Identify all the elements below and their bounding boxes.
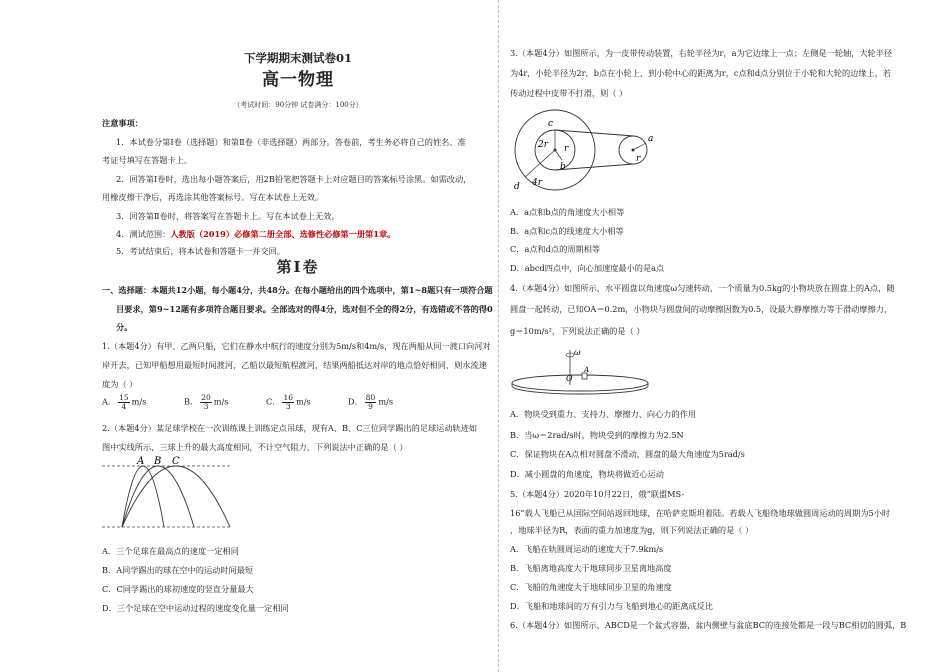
q1-text: 岸开去，已知甲船想用最短时间渡河，乙船以最短航程渡河，结果两船抵达对岸的地点恰好相同，则水流速 — [102, 360, 487, 370]
belt-bottom — [555, 164, 634, 170]
label-o: O — [566, 374, 573, 383]
instruction-line: 目要求，第9~12题有多项符合题目要求。全部选对的得4分，选对但不全的得2分，有选错或不答的得0 — [116, 304, 493, 314]
label-a: a — [648, 134, 654, 144]
q4-option-a: A．物块受到重力、支持力、摩擦力、向心力的作用 — [510, 409, 697, 419]
belt-top — [555, 130, 634, 136]
q3-option-b: B．a点和c点的线速度大小相等 — [510, 226, 624, 236]
label-b: b — [560, 162, 566, 172]
q5-option-a: A．飞船在轨圆周运动的速度大于7.9km/s — [510, 544, 664, 554]
test-scope: 人教版（2019）必修第二册全部、选修性必修第一册第1章。 — [170, 229, 396, 239]
right-center-dot — [632, 149, 635, 152]
notice-line: 3．回答第Ⅱ卷时，将答案写在答题卡上。写在本试卷上无效。 — [116, 211, 340, 221]
left-center-dot — [554, 149, 557, 152]
q2-option-c: C．C同学踢出的球初速度的竖直分量最大 — [102, 584, 254, 594]
trajectory-c — [122, 466, 230, 527]
q2-option-d: D．三个足球在空中运动过程的速度变化量一定相同 — [102, 603, 289, 613]
radius-4r — [525, 150, 555, 177]
q1-text: 度为（ ） — [102, 379, 138, 389]
q4-text: g＝10m/s²，下列说法正确的是（ ） — [510, 326, 645, 336]
q5-text: 16”载人飞船已从国际空间站返回地球，在哈萨克斯坦着陆。若载人飞船绕地球做圆周运动的周期为5小时 — [510, 508, 891, 518]
q2-text: 2.（本题4分）某足球学校在一次训练课上训练定点吊球，现有A、B、C三位同学踢出的足球运动轨迹如 — [102, 423, 478, 433]
notice-line: 5．考试结束后，将本试卷和答题卡一并交回。 — [116, 246, 285, 256]
q6-text: 6.（本题4分）如图所示，ABCD是一个盆式容器，盆内侧壁与盆底BC的连接处都是一段与BC相切的圆弧，B — [510, 620, 907, 630]
q3-text: 传动过程中皮带不打滑，则（ ） — [510, 88, 628, 98]
notice-line: 用橡皮擦干净后，再选涂其他答案标号。写在本试卷上无效。 — [102, 192, 324, 202]
radius-b — [555, 150, 562, 160]
trajectory-a — [122, 466, 164, 527]
disk-top — [512, 375, 648, 391]
q2-option-a: A．三个足球在最高点的速度一定相同 — [102, 546, 239, 556]
q3-text: 3.（本题4分）如图所示，为一皮带传动装置，右轮半径为r，a为它边缘上一点；左侧是一轮轴，大轮半径 — [510, 48, 893, 58]
q5-option-b: B．飞船离地高度大于地球同步卫星离地高度 — [510, 563, 672, 573]
notice-line: 1．本试卷分第Ⅰ卷（选择题）和第Ⅱ卷（非选择题）两部分。答卷前，考生务必将自己的姓名、准 — [116, 137, 466, 147]
q3-option-c: C．a点和d点的周期相等 — [510, 244, 601, 254]
label-a: A — [137, 456, 145, 467]
exam-title: 高一物理 — [262, 70, 334, 90]
q3-option-a: A．a点和b点的角速度大小相等 — [510, 207, 625, 217]
q1-option-b: B． $\frac{20}{3}$ m/s — [184, 393, 229, 411]
q5-option-c: C．飞船的角速度大于地球同步卫星的角速度 — [510, 582, 672, 592]
label-d: d — [514, 182, 520, 192]
q2-option-b: B．A同学踢出的球在空中的运动时间最短 — [102, 565, 254, 575]
notice-line: 考证号填写在答题卡上。 — [102, 155, 193, 165]
notice-line-4 — [116, 229, 395, 240]
instruction-line: 分。 — [116, 322, 133, 332]
q4-text: 圆盘一起转动，已知OA＝0.2m，小物块与圆盘间的动摩擦因数为0.5，设最大静摩擦力等于滑动摩擦力， — [510, 304, 893, 314]
exam-header: 下学期期末测试卷01 — [243, 51, 352, 65]
q1-option-c: C． $\frac{16}{3}$ m/s — [266, 393, 311, 411]
label-c: c — [548, 119, 554, 129]
q1-option-d: D． $\frac{80}{9}$ m/s — [348, 393, 394, 411]
q5-text: ，地球半径为R，表面的重力加速度为g，则下列说法正确的是（ ） — [510, 525, 754, 535]
label-4r: 4r — [532, 178, 543, 188]
belt-drive-figure — [510, 105, 660, 195]
column-divider — [498, 0, 499, 672]
label-a: A — [584, 366, 590, 374]
label-b: B — [154, 456, 162, 467]
q1-option-a: A． $\frac{15}{4}$ m/s — [102, 393, 147, 411]
notice-title: 注意事项： — [102, 118, 143, 128]
label-c: C — [172, 456, 180, 467]
section-title: 第Ⅰ卷 — [276, 258, 320, 276]
notice-line: 2．回答第Ⅰ卷时，选出每小题答案后，用2B铅笔把答题卡上对应题目的答案标号涂黑。如需改动， — [116, 174, 472, 184]
exam-info: （考试时间：90分钟 试卷满分：100分） — [233, 101, 363, 109]
q4-option-b: B．当ω＝2rad/s时，物块受到的摩擦力为2.5N — [510, 430, 684, 440]
label-r-inner: r — [564, 144, 569, 154]
q1-text: 1.（本题4分）有甲、乙两只船，它们在静水中航行的速度分别为5m/s和4m/s，现在两船从同一渡口向河对 — [102, 341, 491, 351]
instruction-line: 一、选择题：本题共12小题，每小题4分，共48分。在每小题给出的四个选项中，第1~8题只有一项符合题 — [102, 285, 493, 295]
football-trajectory-figure — [102, 453, 232, 533]
radius-r — [633, 143, 646, 150]
rotating-disk-figure — [510, 345, 660, 395]
q3-option-d: D．abcd四点中，向心加速度最小的是a点 — [510, 263, 665, 273]
label-r-outer: r — [636, 154, 641, 164]
label-2r: 2r — [538, 140, 549, 150]
q2-text: 图中实线所示，三球上升的最大高度相同，不计空气阻力，下列说法中正确的是（ ） — [102, 442, 408, 452]
q5-option-d: D．飞船和地球间的万有引力与飞船到地心的距离成反比 — [510, 601, 714, 611]
q5-text: 5.（本题4分）2020年10月22日，俄“联盟MS- — [510, 489, 685, 499]
q4-text: 4.（本题4分）如图所示，水平圆盘以角速度ω匀速转动，一个质量为0.5kg的小物块放在圆盘上的A点，随 — [510, 283, 895, 293]
q3-text: 为4r，小轮半径为2r，b点在小轮上，到小轮中心的距离为r，c点和d点分别位于小轮和大轮的边缘上，若 — [510, 68, 892, 78]
q4-option-d: D．减小圆盘的角速度，物块将做近心运动 — [510, 469, 664, 479]
notice4-prefix: 4．测试范围： — [116, 229, 171, 239]
q4-option-c: C．保证物块在A点相对圆盘不滑动，圆盘的最大角速度为5rad/s — [510, 449, 745, 459]
label-omega: ω — [574, 348, 581, 357]
